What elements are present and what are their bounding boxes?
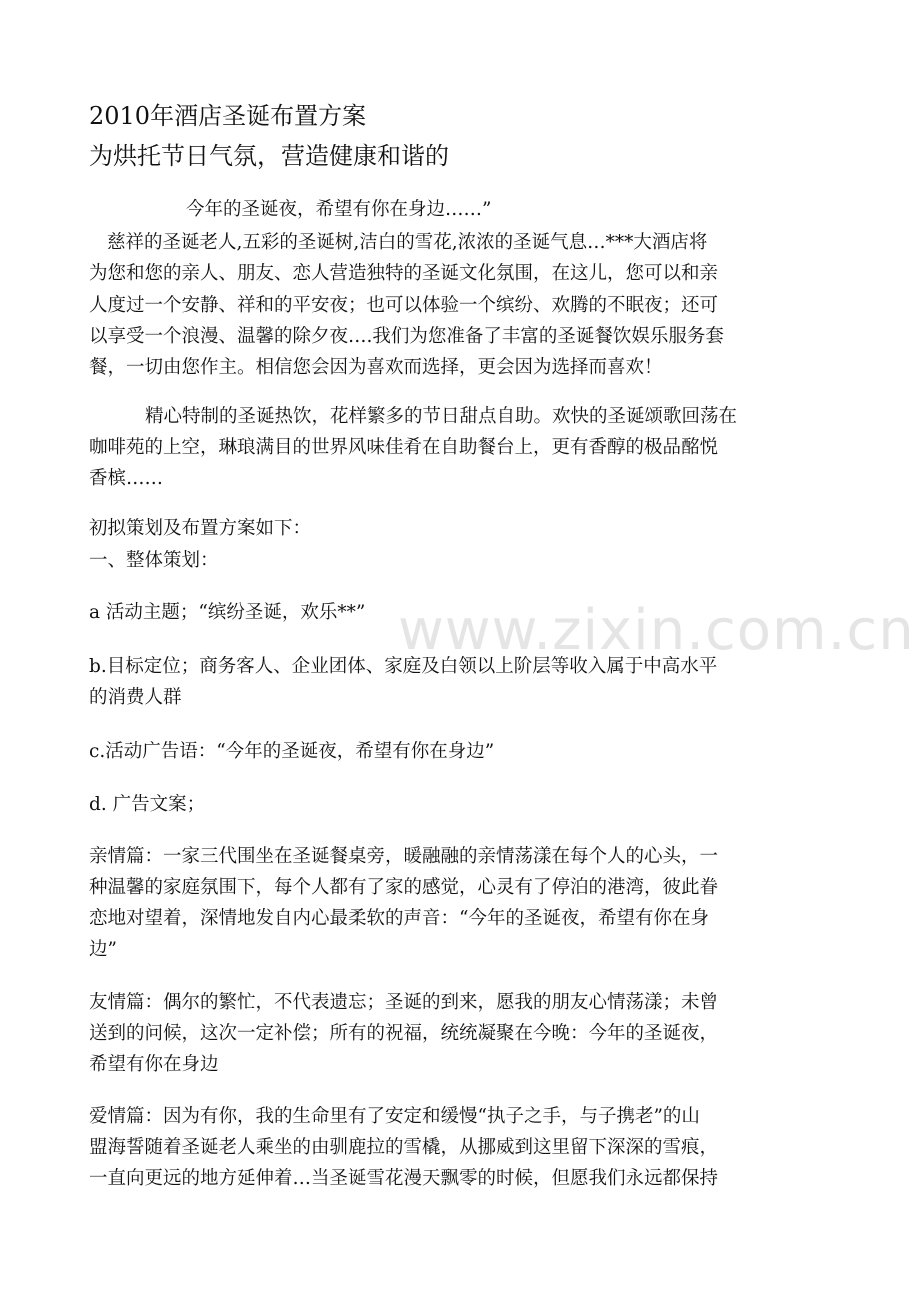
text-line: a 活动主题；“缤纷圣诞，欢乐**” — [89, 602, 366, 623]
text-line: d. 广告文案； — [89, 794, 206, 815]
text-line: 的消费人群 — [89, 687, 182, 708]
text-line: 爱情篇：因为有你，我的生命里有了安定和缓慢“执子之手，与子携老”的山 — [89, 1106, 700, 1127]
text-line: 慈祥的圣诞老人,五彩的圣诞树,洁白的雪花,浓浓的圣诞气息…***大酒店将 — [107, 232, 708, 253]
text-line: 餐，一切由您作主。相信您会因为喜欢而选择，更会因为选择而喜欢！ — [89, 357, 663, 378]
text-line: 人度过一个安静、祥和的平安夜；也可以体验一个缤纷、欢腾的不眠夜；还可 — [89, 295, 719, 316]
text-line: 种温馨的家庭氛围下，每个人都有了家的感觉，心灵有了停泊的港湾，彼此眷 — [89, 877, 719, 898]
text-line: 一、整体策划： — [89, 550, 219, 571]
text-line: 为您和您的亲人、朋友、恋人营造独特的圣诞文化氛围，在这儿，您可以和亲 — [89, 263, 719, 284]
text-line: 亲情篇：一家三代围坐在圣诞餐桌旁，暖融融的亲情荡漾在每个人的心头，一 — [89, 846, 719, 867]
document-title-line-1: 2010年酒店圣诞布置方案 — [89, 102, 367, 130]
text-line: 盟海誓随着圣诞老人乘坐的由驯鹿拉的雪橇，从挪威到这里留下深深的雪痕， — [89, 1137, 719, 1158]
text-line: 边” — [89, 939, 117, 960]
text-line: 以享受一个浪漫、温馨的除夕夜….我们为您准备了丰富的圣诞餐饮娱乐服务套 — [89, 326, 724, 347]
text-line: 希望有你在身边 — [89, 1054, 219, 1075]
document-title-line-2: 为烘托节日气氛，营造健康和谐的 — [89, 142, 449, 170]
text-line: 友情篇：偶尔的繁忙，不代表遗忘；圣诞的到来，愿我的朋友心情荡漾；未曾 — [89, 992, 719, 1013]
text-line: 送到的问候，这次一定补偿；所有的祝福，统统凝聚在今晚：今年的圣诞夜， — [89, 1023, 719, 1044]
site-watermark: www.zixin.com.cn — [398, 598, 915, 663]
text-line: 咖啡苑的上空，琳琅满目的世界风味佳肴在自助餐台上，更有香醇的极品酩悦 — [89, 437, 719, 458]
text-line: b.目标定位；商务客人、企业团体、家庭及白领以上阶层等收入属于中高水平 — [89, 656, 718, 677]
text-line: 今年的圣诞夜，希望有你在身边……” — [186, 199, 492, 220]
text-line: 初拟策划及布置方案如下： — [89, 518, 312, 539]
text-line: 一直向更远的地方延伸着…当圣诞雪花漫天飘零的时候，但愿我们永远都保持 — [89, 1168, 719, 1189]
text-line: c.活动广告语：“今年的圣诞夜，希望有你在身边” — [89, 741, 495, 762]
text-line: 香槟…… — [89, 468, 164, 489]
text-line: 恋地对望着，深情地发自内心最柔软的声音：“今年的圣诞夜，希望有你在身 — [89, 908, 709, 929]
text-line: 精心特制的圣诞热饮，花样繁多的节日甜点自助。欢快的圣诞颂歌回荡在 — [145, 406, 738, 427]
